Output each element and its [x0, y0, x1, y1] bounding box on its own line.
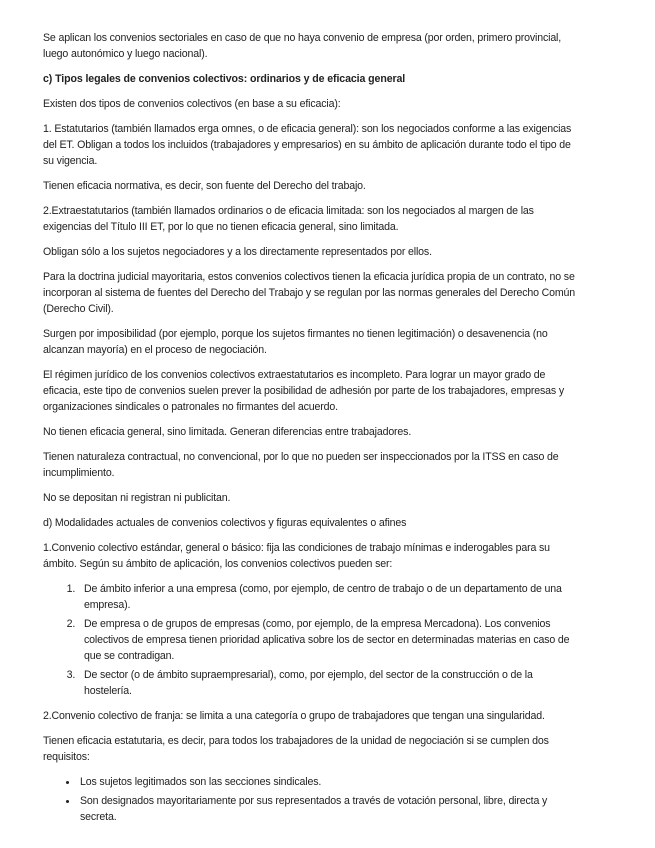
- paragraph-intro-tipos: Existen dos tipos de convenios colectivos (en base a su eficacia):: [43, 98, 341, 110]
- paragraph-extraestatutarios: 2.Extraestatutarios (también llamados ordinarios o de eficacia limitada: son los negociados al margen de las exigencias del Título III ET, por lo que no tienen eficacia general, sino limitada.: [43, 205, 534, 233]
- list-item: 2. De empresa o de grupos de empresas (como, por ejemplo, de la empresa Mercadona). Los convenios colectivos de empresa tienen prioridad aplicativa sobre los de sector en determinadas materias en caso de que se contradigan.: [78, 616, 581, 664]
- paragraph-estatutarios: 1. Estatutarios (también llamados erga omnes, o de eficacia general): son los negociados conforme a las exigencias del ET. Obligan a todos los incluidos (trabajadores y empresarios) en su ámbito de aplicación durante todo el tipo de su vigencia.: [43, 123, 572, 167]
- list-item: • Los sujetos legitimados son las secciones sindicales.: [78, 774, 581, 790]
- paragraph-regimen: El régimen jurídico de los convenios colectivos extraestatutarios es incompleto. Para lograr un mayor grado de eficacia, este tipo de convenios suelen prever la posibilidad de adhesión por parte de los trabajadores, empresas y organizaciones sindicales o patronales no firmantes del acuerdo.: [43, 369, 565, 413]
- list-item: 1. De ámbito inferior a una empresa (como, por ejemplo, de centro de trabajo o de un departamento de una empresa).: [78, 581, 581, 613]
- ambito-ordered-list: [43, 581, 581, 699]
- paragraph-eficacia-estatutaria: Tienen eficacia estatutaria, es decir, para todos los trabajadores de la unidad de negociación si se cumplen dos requisitos:: [43, 735, 549, 763]
- paragraph-no-eficacia: No tienen eficacia general, sino limitada. Generan diferencias entre trabajadores.: [43, 426, 412, 438]
- document-page: [43, 30, 581, 834]
- paragraph-no-depositan: No se depositan ni registran ni publicitan.: [43, 492, 231, 504]
- list-item: • Son designados mayoritariamente por sus representados a través de votación personal, libre, directa y secreta.: [78, 793, 581, 825]
- paragraph-sectoriales: Se aplican los convenios sectoriales en caso de que no haya convenio de empresa (por orden, primero provincial, luego autonómico y luego nacional).: [43, 32, 562, 60]
- paragraph-eficacia-normativa: Tienen eficacia normativa, es decir, son fuente del Derecho del trabajo.: [43, 180, 366, 192]
- requisitos-bullet-list: [43, 774, 581, 825]
- paragraph-obligan: Obligan sólo a los sujetos negociadores y a los directamente representados por ellos.: [43, 246, 432, 258]
- paragraph-convenio-franja: 2.Convenio colectivo de franja: se limita a una categoría o grupo de trabajadores que tengan una singularidad.: [43, 710, 545, 722]
- paragraph-naturaleza: Tienen naturaleza contractual, no convencional, por lo que no pueden ser inspeccionados por la ITSS en caso de incumplimiento.: [43, 451, 559, 479]
- paragraph-surgen: Surgen por imposibilidad (por ejemplo, porque los sujetos firmantes no tienen legitimación) o desavenencia (no alcanzan mayoría) en el proceso de negociación.: [43, 328, 548, 356]
- section-heading-c: c) Tipos legales de convenios colectivos: ordinarios y de eficacia general: [43, 73, 406, 85]
- paragraph-convenio-estandar: 1.Convenio colectivo estándar, general o básico: fija las condiciones de trabajo mínimas e inderogables para su ámbito. Según su ámbito de aplicación, los convenios colectivos pueden ser:: [43, 542, 550, 570]
- paragraph-doctrina: Para la doctrina judicial mayoritaria, estos convenios colectivos tienen la eficacia jurídica propia de un contrato, no se incorporan al sistema de fuentes del Derecho del Trabajo y se regulan por las normas generales del Derecho Común (Derecho Civil).: [43, 271, 576, 315]
- section-heading-d: d) Modalidades actuales de convenios colectivos y figuras equivalentes o afines: [43, 517, 407, 529]
- list-item: 3. De sector (o de ámbito supraempresarial), como, por ejemplo, del sector de la construcción o de la hostelería.: [78, 667, 581, 699]
